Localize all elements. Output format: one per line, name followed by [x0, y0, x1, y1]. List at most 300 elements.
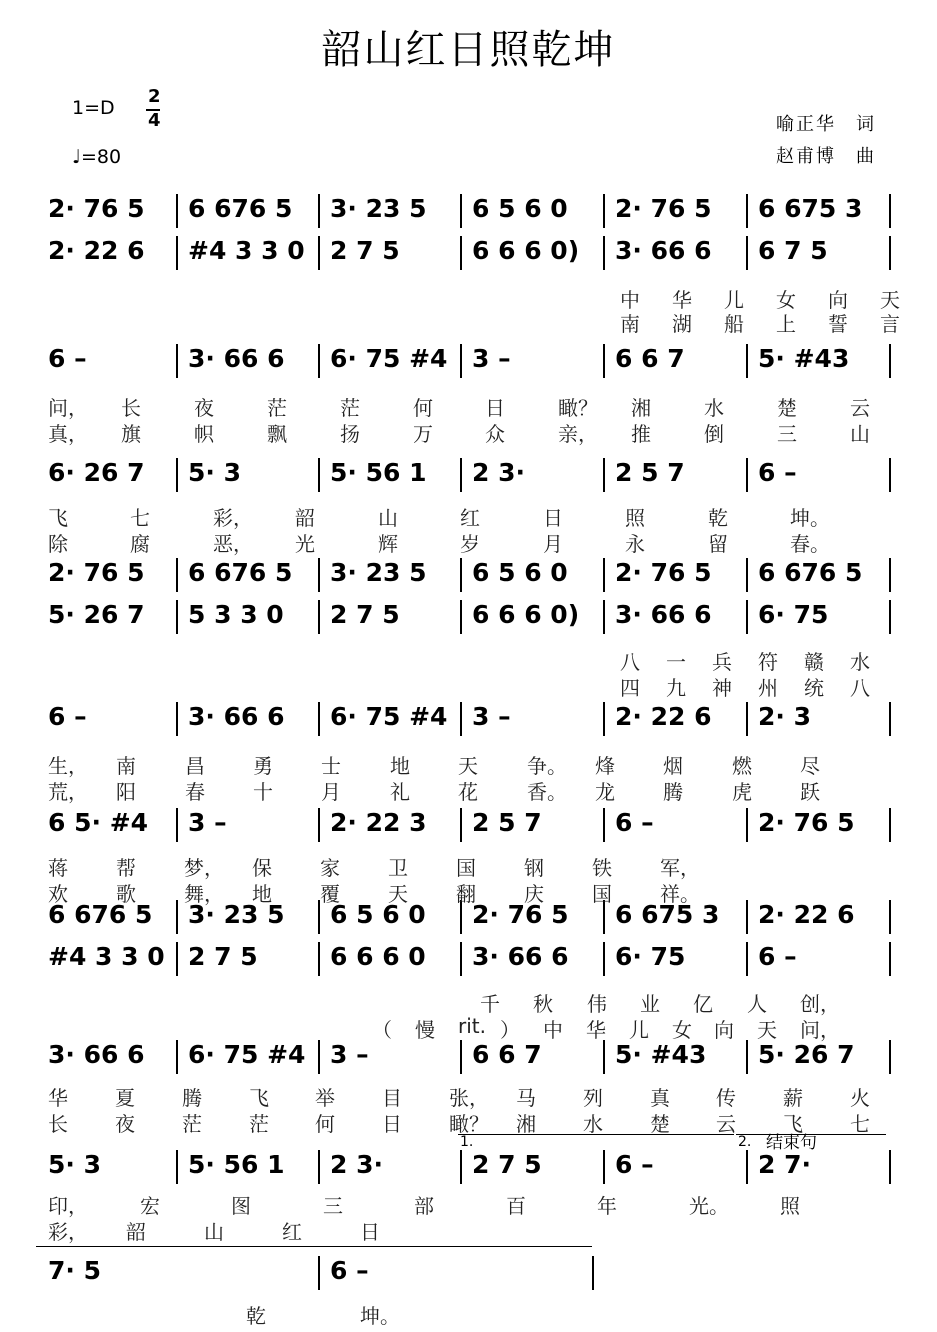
measure: 6 –	[330, 1256, 369, 1285]
lyric-syllable: 言	[880, 312, 900, 336]
lyric-syllable: 覆	[320, 882, 340, 906]
lyricist-credit: 喻正华 词	[776, 114, 876, 135]
lyric-syllable: 天	[458, 754, 478, 778]
lyric-syllable: 留	[708, 532, 728, 556]
barline	[176, 458, 178, 492]
lyric-syllable: 华	[672, 288, 692, 312]
volta-1-label: 1.	[460, 1134, 474, 1150]
lyric-syllable: 保	[252, 856, 272, 880]
lyric-syllable: 飞	[249, 1086, 269, 1110]
lyric-syllable: 南	[620, 312, 640, 336]
lyric-syllable: 红	[460, 506, 480, 530]
measure: 2· 22 6	[758, 900, 855, 929]
barline	[176, 600, 178, 634]
lyric-syllable: 国	[592, 882, 612, 906]
lyric-syllable: 天	[757, 1018, 777, 1042]
lyric-syllable: 亲，	[558, 422, 598, 446]
barline	[318, 808, 320, 842]
lyric-syllable: 中	[543, 1018, 563, 1042]
lyric-syllable: 宏	[140, 1194, 160, 1218]
song-title: 韶山红日照乾坤	[321, 27, 616, 73]
measure: 2· 76 5	[48, 194, 145, 223]
barline	[176, 194, 178, 228]
lyric-syllable: 茫	[182, 1112, 202, 1136]
lyric-syllable: 跃	[800, 780, 820, 804]
lyric-syllable: 士	[321, 754, 341, 778]
measure: 2 7 5	[472, 1150, 542, 1179]
lyric-syllable: rit.	[458, 1014, 486, 1038]
lyric-syllable: 七	[850, 1112, 870, 1136]
composer-credit: 赵甫博 曲	[776, 146, 876, 167]
lyric-syllable: 年	[597, 1194, 617, 1218]
lyric-syllable: 天	[388, 882, 408, 906]
lyric-syllable: 张，	[449, 1086, 489, 1110]
barline	[889, 344, 891, 378]
lyric-syllable: 舞，	[184, 882, 224, 906]
lyric-syllable: 坤。	[790, 506, 830, 530]
lyric-syllable: 水	[583, 1112, 603, 1136]
lyric-syllable: 除	[48, 532, 68, 556]
lyric-line	[0, 852, 937, 878]
lyric-syllable: 传	[716, 1086, 736, 1110]
lyric-syllable: 薪	[783, 1086, 803, 1110]
lyric-syllable: 腾	[663, 780, 683, 804]
lyric-syllable: 昌	[185, 754, 205, 778]
key-signature: 1=D	[72, 97, 115, 119]
lyric-syllable: 部	[414, 1194, 434, 1218]
lyric-syllable: 楚	[650, 1112, 670, 1136]
measure: 6 5 6 0	[472, 558, 568, 587]
staff-line	[0, 806, 937, 846]
measure: 2· 76 5	[472, 900, 569, 929]
lyric-syllable: 女	[776, 288, 796, 312]
lyric-syllable: 云	[716, 1112, 736, 1136]
barline	[176, 236, 178, 270]
lyric-syllable: 月	[543, 532, 563, 556]
lyric-syllable: 飘	[267, 422, 287, 446]
lyric-syllable: 岁	[460, 532, 480, 556]
barline	[318, 702, 320, 736]
barline	[460, 236, 462, 270]
lyric-line	[0, 1216, 937, 1242]
tempo-marking: ♩=80	[72, 146, 122, 168]
lyric-syllable: 日	[360, 1220, 380, 1244]
lyric-syllable: 烽	[595, 754, 615, 778]
lyric-syllable: 春。	[790, 532, 830, 556]
lyric-syllable: 问，	[800, 1018, 840, 1042]
lyric-syllable: 日	[382, 1112, 402, 1136]
lyric-syllable: 国	[456, 856, 476, 880]
measure: 2· 76 5	[758, 808, 855, 837]
lyric-syllable: 夜	[194, 396, 214, 420]
barline	[318, 1150, 320, 1184]
lyric-syllable: 倒	[704, 422, 724, 446]
lyric-syllable: 荒，	[48, 780, 88, 804]
measure: 3 –	[472, 702, 511, 731]
measure: 3 –	[188, 808, 227, 837]
lyric-syllable: 庆	[524, 882, 544, 906]
lyric-syllable: 瞰？	[449, 1112, 489, 1136]
barline	[889, 808, 891, 842]
lyric-syllable: 卫	[388, 856, 408, 880]
lyric-syllable: 翻	[456, 882, 476, 906]
measure: #4 3 3 0	[188, 236, 305, 265]
barline	[746, 558, 748, 592]
lyric-syllable: 长	[121, 396, 141, 420]
lyric-syllable: 帮	[116, 856, 136, 880]
volta-2-bracket	[736, 1134, 886, 1135]
barline	[318, 458, 320, 492]
lyric-line	[0, 878, 937, 904]
barline	[746, 236, 748, 270]
barline	[460, 1150, 462, 1184]
lyric-syllable: 日	[543, 506, 563, 530]
lyric-syllable: 歌	[116, 882, 136, 906]
barline	[460, 194, 462, 228]
lyric-syllable: 三	[777, 422, 797, 446]
barline	[176, 1040, 178, 1074]
barline	[318, 344, 320, 378]
lyric-syllable: 万	[413, 422, 433, 446]
lyric-line	[0, 1300, 937, 1326]
barline	[460, 344, 462, 378]
lyric-syllable: 中	[620, 288, 640, 312]
lyric-syllable: 礼	[390, 780, 410, 804]
lyric-syllable: 光	[295, 532, 315, 556]
barline	[603, 1150, 605, 1184]
lyric-syllable: 南	[116, 754, 136, 778]
lyric-syllable: 华	[48, 1086, 68, 1110]
lyric-syllable: 九	[666, 676, 686, 700]
lyric-syllable: 永	[625, 532, 645, 556]
ending-line	[36, 1246, 592, 1247]
barline	[176, 702, 178, 736]
barline	[176, 900, 178, 934]
lyric-syllable: 祥。	[660, 882, 700, 906]
barline	[603, 458, 605, 492]
barline	[603, 236, 605, 270]
lyric-syllable: 照	[625, 506, 645, 530]
lyric-syllable: 慢	[415, 1018, 435, 1042]
lyric-line	[0, 528, 937, 554]
measure: 2 3·	[330, 1150, 383, 1179]
barline	[746, 458, 748, 492]
lyric-syllable: 八	[620, 650, 640, 674]
barline	[460, 600, 462, 634]
barline	[460, 942, 462, 976]
lyric-syllable: 何	[315, 1112, 335, 1136]
time-sig-top: 2	[148, 86, 161, 107]
lyric-syllable: 辉	[378, 532, 398, 556]
lyric-syllable: 女	[672, 1018, 692, 1042]
barline	[603, 942, 605, 976]
barline	[603, 808, 605, 842]
measure: 6 –	[48, 344, 87, 373]
lyric-syllable: 州	[758, 676, 778, 700]
lyric-syllable: 生，	[48, 754, 88, 778]
lyric-syllable: 争。	[527, 754, 567, 778]
measure: 6 5 6 0	[330, 900, 426, 929]
measure: 6 5· #4	[48, 808, 149, 837]
lyric-line	[0, 1082, 937, 1108]
measure: 2· 3	[758, 702, 811, 731]
staff-line	[0, 456, 937, 496]
lyric-syllable: 举	[315, 1086, 335, 1110]
measure: 6· 26 7	[48, 458, 145, 487]
barline	[460, 1040, 462, 1074]
barline	[603, 344, 605, 378]
lyric-syllable: 夜	[115, 1112, 135, 1136]
lyric-syllable: 春	[185, 780, 205, 804]
lyric-syllable: 楚	[777, 396, 797, 420]
measure: 2 7 5	[330, 600, 400, 629]
lyric-syllable: 符	[758, 650, 778, 674]
lyric-syllable: 华	[586, 1018, 606, 1042]
lyric-syllable: 推	[631, 422, 651, 446]
measure: 6 7 5	[758, 236, 828, 265]
lyric-syllable: 月	[321, 780, 341, 804]
lyric-syllable: 众	[485, 422, 505, 446]
lyric-syllable: 钢	[524, 856, 544, 880]
staff-line	[0, 940, 937, 980]
lyric-syllable: 三	[323, 1194, 343, 1218]
barline	[318, 1040, 320, 1074]
measure: 6 –	[758, 942, 797, 971]
lyric-syllable: 日	[485, 396, 505, 420]
lyric-syllable: 山	[204, 1220, 224, 1244]
lyric-syllable: 上	[776, 312, 796, 336]
lyric-syllable: 飞	[48, 506, 68, 530]
measure: 5 3 3 0	[188, 600, 284, 629]
barline	[603, 194, 605, 228]
measure: 6 675 3	[615, 900, 720, 929]
lyric-syllable: 乾	[708, 506, 728, 530]
barline	[318, 942, 320, 976]
measure: 2· 76 5	[48, 558, 145, 587]
lyric-syllable: 旗	[121, 422, 141, 446]
lyric-syllable: 恶，	[213, 532, 253, 556]
barline	[318, 558, 320, 592]
lyric-line	[0, 502, 937, 528]
measure: 6 –	[615, 1150, 654, 1179]
measure: 5· 56 1	[330, 458, 427, 487]
lyric-syllable: 尽	[800, 754, 820, 778]
measure: 5· 26 7	[48, 600, 145, 629]
barline	[318, 194, 320, 228]
barline	[592, 1256, 594, 1290]
measure: 5· 56 1	[188, 1150, 285, 1179]
lyric-line	[0, 284, 937, 310]
measure: 6 676 5	[48, 900, 153, 929]
measure: 5· 26 7	[758, 1040, 855, 1069]
lyric-line	[0, 392, 937, 418]
lyric-syllable: 八	[850, 676, 870, 700]
measure: 6· 75 #4	[188, 1040, 306, 1069]
measure: 3· 66 6	[615, 236, 712, 265]
measure: 6 6 6 0)	[472, 600, 580, 629]
lyric-syllable: 七	[130, 506, 150, 530]
measure: 6 6 7	[615, 344, 685, 373]
measure: 2 3·	[472, 458, 525, 487]
lyric-syllable: 地	[252, 882, 272, 906]
lyric-syllable: 船	[724, 312, 744, 336]
measure: 6 –	[758, 458, 797, 487]
lyric-syllable: 列	[583, 1086, 603, 1110]
measure: 2· 76 5	[615, 194, 712, 223]
lyric-syllable: 统	[804, 676, 824, 700]
lyric-syllable: 山	[850, 422, 870, 446]
barline	[460, 458, 462, 492]
barline	[176, 344, 178, 378]
lyric-syllable: 水	[850, 650, 870, 674]
barline	[889, 702, 891, 736]
lyric-syllable: 彩，	[213, 506, 253, 530]
lyric-syllable: 香。	[527, 780, 567, 804]
measure: 2 7 5	[330, 236, 400, 265]
lyric-syllable: 图	[231, 1194, 251, 1218]
staff-line	[0, 342, 937, 382]
volta-1-bracket	[458, 1134, 734, 1135]
measure: 2· 22 3	[330, 808, 427, 837]
lyric-syllable: 彩，	[48, 1220, 88, 1244]
barline	[889, 900, 891, 934]
lyric-syllable: 乾	[246, 1304, 266, 1328]
lyric-line	[0, 988, 937, 1014]
lyric-syllable: 兵	[712, 650, 732, 674]
staff-line	[0, 192, 937, 232]
barline	[889, 458, 891, 492]
lyric-syllable: 向	[828, 288, 848, 312]
lyric-syllable: 山	[378, 506, 398, 530]
barline	[746, 1040, 748, 1074]
lyric-line	[0, 776, 937, 802]
lyric-syllable: 一	[666, 650, 686, 674]
lyric-syllable: 蒋	[48, 856, 68, 880]
lyric-syllable: 茫	[340, 396, 360, 420]
measure: 3· 66 6	[48, 1040, 145, 1069]
lyric-line	[0, 1190, 937, 1216]
barline	[176, 942, 178, 976]
barline	[746, 702, 748, 736]
staff-line	[0, 234, 937, 274]
lyric-syllable: 人	[747, 992, 767, 1016]
measure: 6· 75	[758, 600, 829, 629]
measure: 6· 75 #4	[330, 702, 448, 731]
measure: 3· 66 6	[188, 344, 285, 373]
lyric-syllable: 地	[390, 754, 410, 778]
lyric-syllable: 瞰？	[558, 396, 598, 420]
lyric-syllable: 湘	[516, 1112, 536, 1136]
barline	[460, 702, 462, 736]
lyric-line	[0, 672, 937, 698]
barline	[746, 1150, 748, 1184]
staff-line	[0, 556, 937, 596]
measure: 3· 23 5	[330, 194, 427, 223]
lyric-syllable: 马	[516, 1086, 536, 1110]
lyric-syllable: 照	[780, 1194, 800, 1218]
lyric-line	[0, 750, 937, 776]
measure: 6· 75	[615, 942, 686, 971]
barline	[889, 600, 891, 634]
measure: 3· 66 6	[615, 600, 712, 629]
lyric-syllable: 阳	[116, 780, 136, 804]
lyric-line	[0, 646, 937, 672]
lyric-syllable: 扬	[340, 422, 360, 446]
lyric-syllable: 燃	[732, 754, 752, 778]
lyric-syllable: 欢	[48, 882, 68, 906]
barline	[318, 1256, 320, 1290]
measure: 6 –	[615, 808, 654, 837]
lyric-syllable: 梦，	[184, 856, 224, 880]
measure: 2 5 7	[472, 808, 542, 837]
staff-line	[0, 700, 937, 740]
volta-2-label: 2.	[738, 1134, 752, 1150]
measure: 3· 23 5	[330, 558, 427, 587]
staff-line	[0, 598, 937, 638]
lyric-syllable: 帜	[194, 422, 214, 446]
measure: 3 –	[330, 1040, 369, 1069]
lyric-syllable: 百	[506, 1194, 526, 1218]
lyric-syllable: 赣	[804, 650, 824, 674]
barline	[176, 808, 178, 842]
barline	[460, 808, 462, 842]
measure: 5· #43	[615, 1040, 707, 1069]
barline	[603, 702, 605, 736]
barline	[746, 808, 748, 842]
measure: 3· 66 6	[472, 942, 569, 971]
lyric-syllable: 业	[640, 992, 660, 1016]
barline	[176, 558, 178, 592]
lyric-syllable: 铁	[592, 856, 612, 880]
barline	[746, 942, 748, 976]
lyric-syllable: 花	[458, 780, 478, 804]
lyric-syllable: 天	[880, 288, 900, 312]
lyric-syllable: 千	[480, 992, 500, 1016]
staff-line	[0, 1038, 937, 1078]
lyric-syllable: 虎	[732, 780, 752, 804]
lyric-syllable: 茫	[267, 396, 287, 420]
barline	[889, 558, 891, 592]
measure: 3 –	[472, 344, 511, 373]
lyric-syllable: 十	[253, 780, 273, 804]
measure: 6 6 7	[472, 1040, 542, 1069]
barline	[889, 1150, 891, 1184]
lyric-line	[0, 418, 937, 444]
lyric-syllable: 亿	[693, 992, 713, 1016]
measure: 2 7 5	[188, 942, 258, 971]
lyric-syllable: 夏	[115, 1086, 135, 1110]
barline	[746, 600, 748, 634]
barline	[603, 558, 605, 592]
lyric-syllable: 何	[413, 396, 433, 420]
lyric-syllable: 湘	[631, 396, 651, 420]
measure: 5· 3	[48, 1150, 101, 1179]
lyric-syllable: 龙	[595, 780, 615, 804]
measure: #4 3 3 0	[48, 942, 165, 971]
barline	[746, 344, 748, 378]
lyric-syllable: 军，	[660, 856, 700, 880]
measure: 6 5 6 0	[472, 194, 568, 223]
barline	[318, 600, 320, 634]
lyric-syllable: 红	[282, 1220, 302, 1244]
barline	[176, 1150, 178, 1184]
lyric-syllable: ）	[500, 1018, 520, 1042]
barline	[460, 558, 462, 592]
lyric-syllable: 四	[620, 676, 640, 700]
lyric-syllable: 目	[382, 1086, 402, 1110]
lyric-line	[0, 1014, 937, 1040]
barline	[746, 194, 748, 228]
